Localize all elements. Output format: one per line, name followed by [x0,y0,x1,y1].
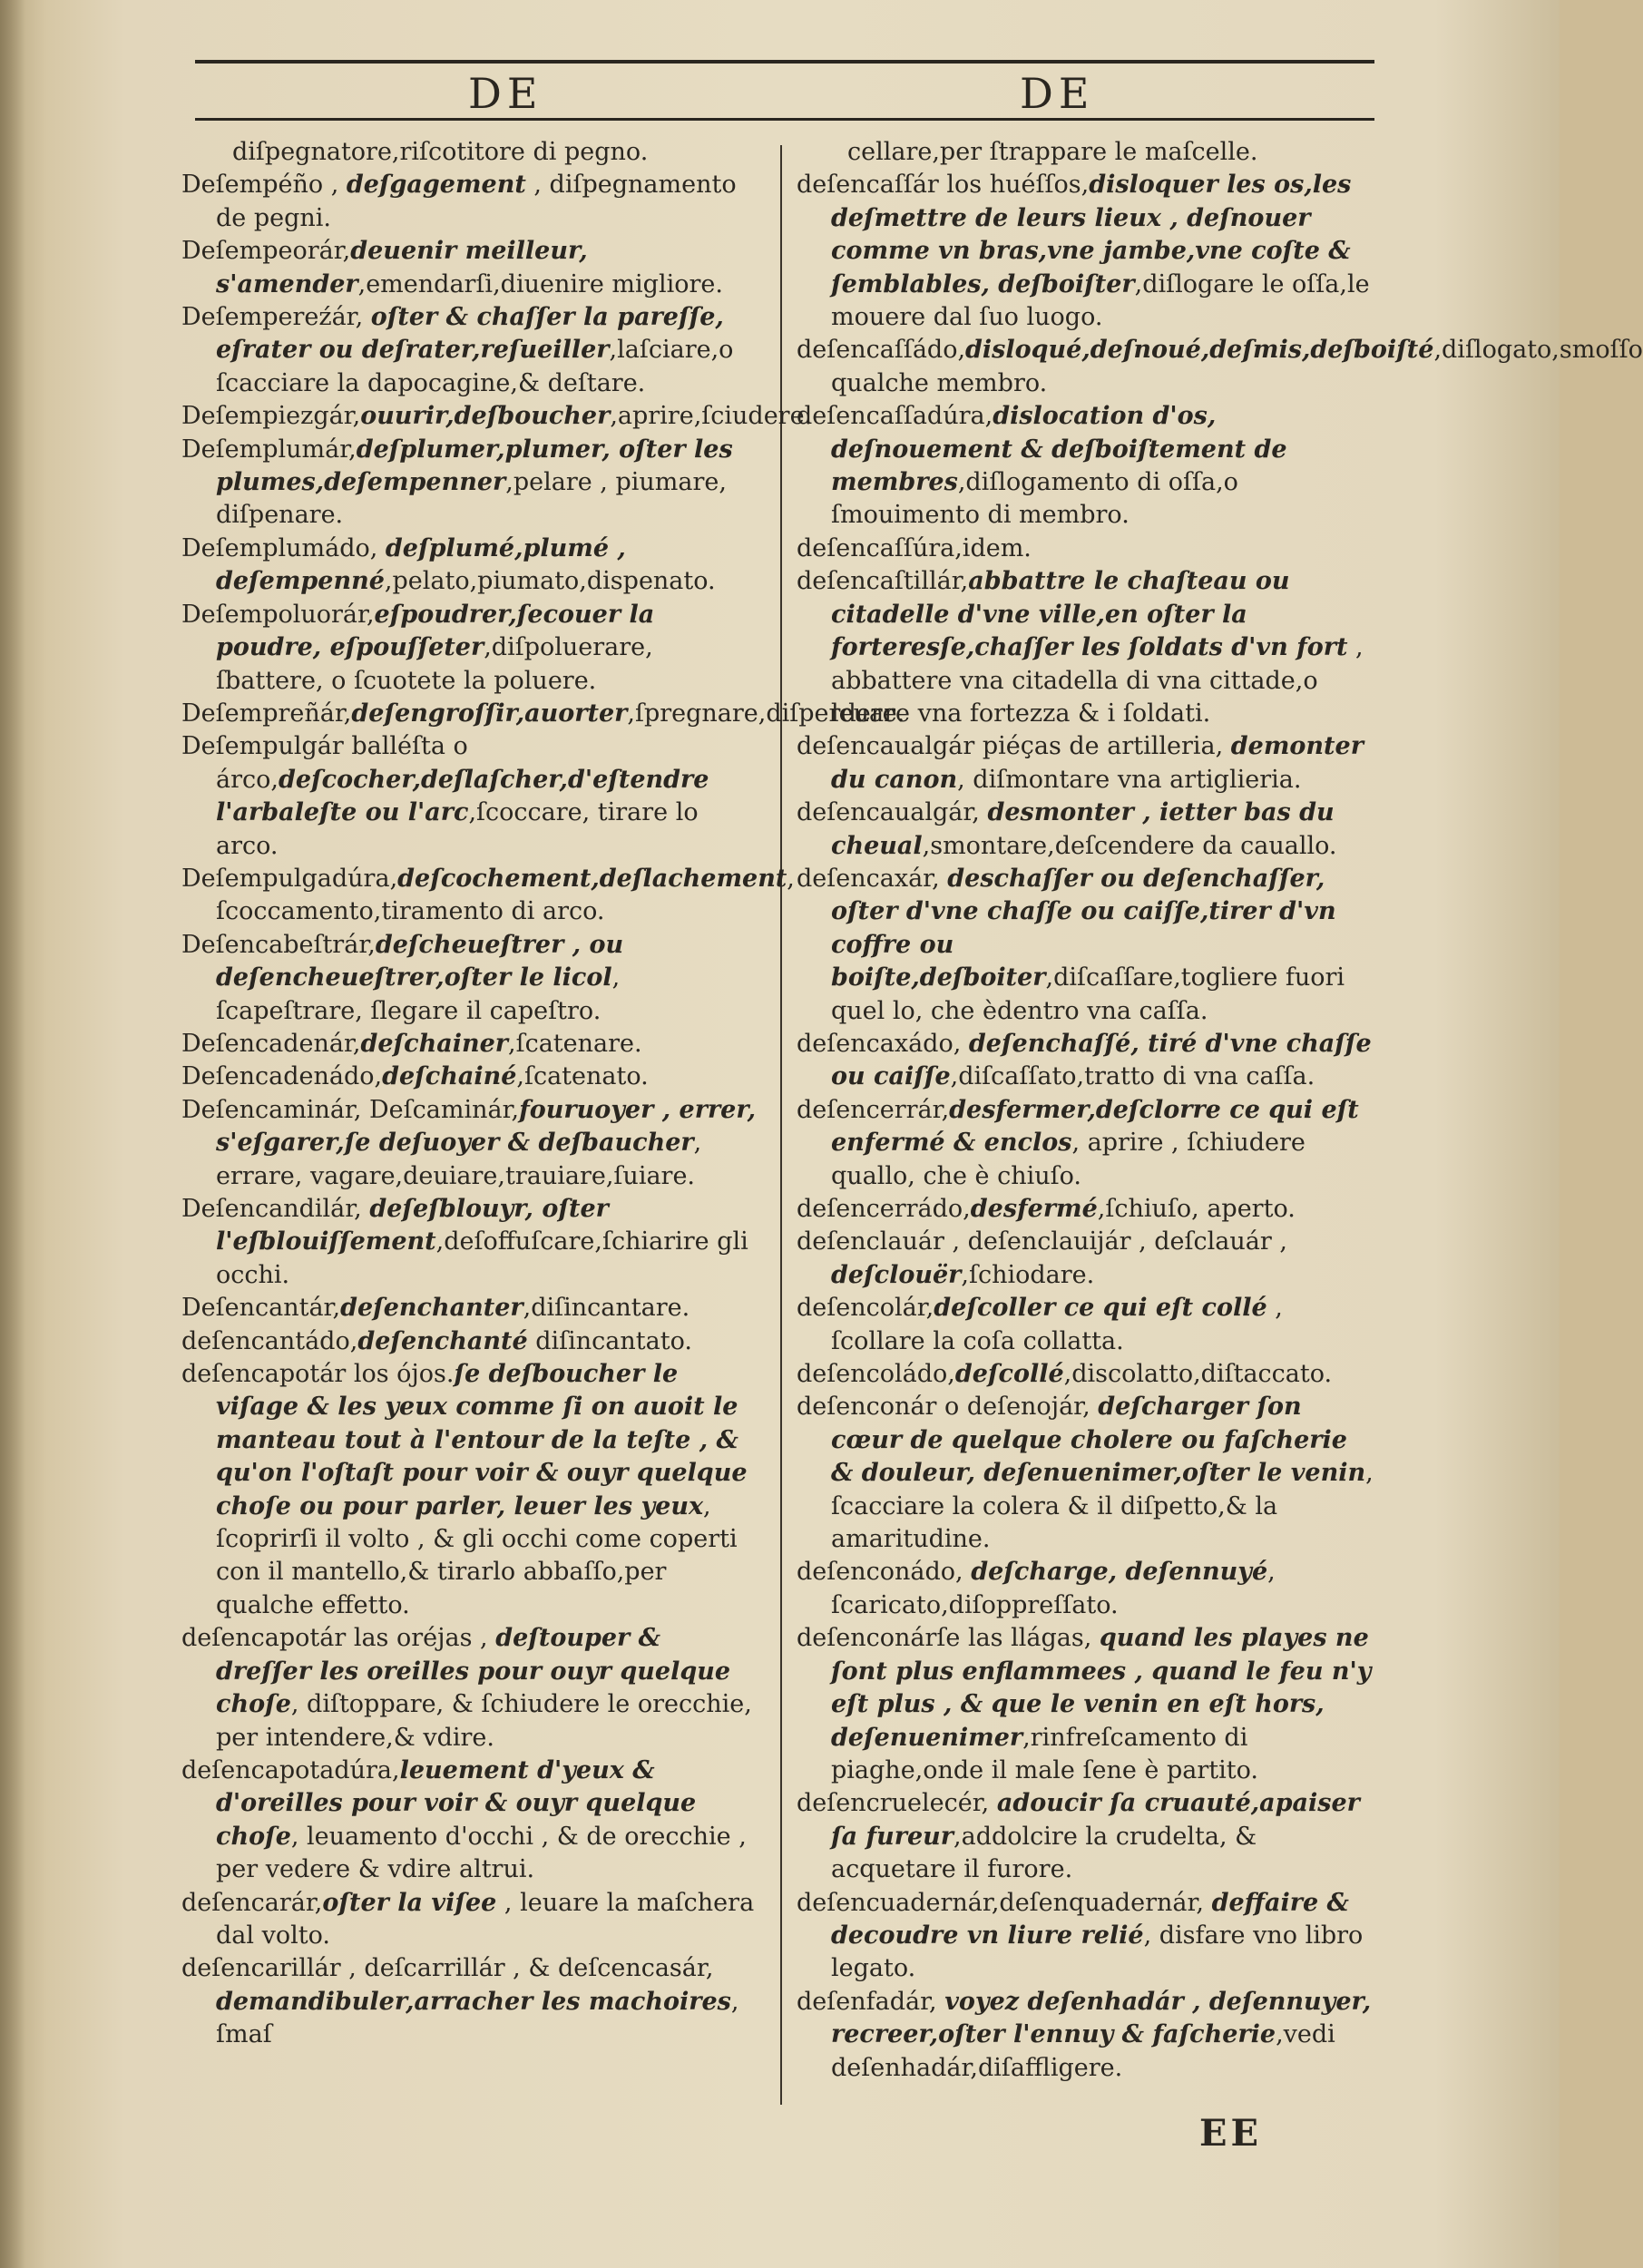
headword: deſenclauár , deſenclauijár , deſclauár , [797,1227,1287,1256]
dictionary-entry [181,730,758,863]
dictionary-entry [797,565,1377,730]
italian-gloss: , ſcoprirſi il volto , & gli occhi come coperti con il mantello,& tirarlo abbaſſo,per qualche effetto. [216,1491,738,1619]
headword: deſencapotadúra, [181,1755,400,1784]
headword: Deſempoluorár, [181,600,375,629]
dictionary-entry [797,1622,1377,1787]
french-gloss: adoucir ſa cruauté,apaiser ſa fureur [831,1789,1360,1851]
dictionary-entry [181,136,758,169]
italian-gloss: ,deſoffuſcare,ſchiarire gli occhi. [216,1227,748,1289]
dictionary-entry [181,1622,758,1755]
headword: Deſemplumádo, [181,533,386,562]
french-gloss: deſenchanté [357,1326,528,1355]
italian-gloss: ,ſchiodare. [961,1260,1095,1289]
dictionary-entry [181,1292,758,1325]
french-gloss: ſe deſboucher le viſage & les yeux comme ſi on auoit le manteau tout à l'entour de la teſte , & qu'on l'oſtaſt pour voir & ouyr quelque choſe ou pour parler, leuer les yeux [216,1360,748,1520]
dictionary-entry [797,797,1377,863]
italian-gloss: , ſcollare la coſa collatta. [831,1294,1283,1355]
headword: deſencruelecér, [797,1789,997,1818]
dictionary-entry [181,1325,758,1358]
dictionary-entry [797,136,1377,169]
headword: Deſencaminár, Deſcaminár, [181,1095,520,1124]
headword: deſenfadár, [797,1987,945,2016]
italian-gloss: ,addolcire la crudelta, & acquetare il furore. [831,1822,1257,1884]
right-column [797,136,1643,2085]
french-gloss: deſcheueſtrer , ou deſencheueſtrer,oſter le licol [216,930,624,992]
running-head-left: DE [468,69,543,118]
headword: deſencerrár, [797,1095,950,1124]
french-gloss: disloqué,deſnoué,deſmis,deſboiſté [965,336,1434,365]
french-gloss: deſcocher,deſlaſcher,d'eſtendre l'arbaleſte ou l'arc [216,765,709,827]
italian-gloss: ,vedi deſenhadár,diſaffligere. [831,2020,1335,2082]
italian-gloss: ,diſcaſſato,tratto di vna caſſa. [950,1062,1315,1091]
french-gloss: deſenchanter [340,1294,523,1323]
running-head-right: DE [1020,69,1095,118]
italian-gloss: ,discolatto,diſtaccato. [1063,1360,1333,1389]
headword: deſencaſſár los huéſſos, [797,171,1090,200]
headword: deſencaſſúra,idem. [797,533,1032,562]
signature-mark: EE [1199,2112,1262,2155]
spine-shadow [0,0,25,2268]
italian-gloss: ,emendarſi,diuenire migliore. [357,269,723,298]
headword: Deſempereźár, [181,303,371,332]
top-rule [195,60,1374,64]
headword: Deſempreñár, [181,699,352,728]
dictionary-entry [181,863,795,929]
headword: Deſencadenár, [181,1029,361,1058]
italian-gloss: , diſtoppare, & ſchiudere le orecchie, per intendere,& vdire. [216,1690,752,1752]
french-gloss: fouruoyer , errer, s'eſgarer,ſe deſuoyer & deſbaucher [216,1095,757,1158]
headword: deſencarillár , deſcarrillár , & deſcencasár, [181,1954,714,1983]
french-gloss: eſpoudrer,ſecouer la poudre, eſpouſſeter [216,600,655,662]
french-gloss: desfermé [970,1195,1098,1223]
dictionary-entry [797,1986,1377,2085]
dictionary-entry [797,334,1643,400]
headword: deſencapotár los ójos. [181,1360,455,1389]
headword: deſencaſſádo, [797,336,966,365]
headword: deſencaxádo, [797,1029,969,1058]
dictionary-entry [181,434,758,533]
headword: deſencapotár las oréjas , [181,1624,496,1653]
french-gloss: leuement d'yeux & d'oreilles pour voir & ouyr quelque choſe [216,1755,697,1851]
italian-gloss: , errare, vagare,deuiare,trauiare,ſuiare. [216,1129,702,1190]
dictionary-entry [181,1061,758,1093]
french-gloss: desmonter , ietter bas du cheual [831,798,1335,860]
dictionary-entry [797,1193,1377,1226]
headword: Deſempéño , [181,171,347,200]
headword: deſencerrádo, [797,1195,971,1223]
headword: deſencaualgár, [797,798,988,827]
dictionary-entry [797,1094,1377,1193]
french-gloss: deſchainé [382,1062,517,1091]
dictionary-entry [181,1358,758,1622]
french-gloss: oſter la viſee [322,1888,497,1917]
dictionary-entry [181,169,758,235]
french-gloss: dislocation d'os, deſnouement & deſboiſtement de membres [831,402,1287,497]
dictionary-entry [797,1358,1377,1391]
french-gloss: deſeſblouyr, oſter l'eſblouiſſement [216,1195,609,1256]
headword: deſencaualgár piéças de artilleria, [797,732,1231,761]
french-gloss: oſter & chaſſer la pareſſe, eſrater ou deſrater,reſueiller [216,303,724,365]
italian-gloss: ,ſpregnare,diſperdere. [627,699,905,728]
headword: deſencaxár, [797,864,948,893]
dictionary-entry [797,1887,1377,1986]
headword: Deſempeorár, [181,237,351,266]
french-gloss: voyez deſenhadár , deſennuyer, recreer,oſter l'ennuy & faſcherie [831,1987,1372,2049]
french-gloss: deuenir meilleur, s'amender [216,237,588,298]
italian-gloss: , leuamento d'occhi , & de orecchie , per vedere & vdire altrui. [216,1822,747,1884]
headword: deſencoládo, [797,1360,955,1389]
french-gloss: deſplumer,plumer, oſter les plumes,deſempenner [216,435,733,497]
italian-gloss: , ſcacciare la colera & il diſpetto,& la amaritudine. [831,1459,1374,1554]
headword: deſencarár, [181,1888,323,1917]
italian-gloss: ,pelare , piumare, diſpenare. [216,468,727,530]
french-gloss: disloquer les os,les deſmettre de leurs lieux , deſnouer comme vn bras,vne jambe,vne coſte & ſemblables, deſboiſter [831,171,1352,298]
italian-gloss: , ſcoccamento,tiramento di arco. [216,864,795,926]
dictionary-entry [181,1952,758,2051]
headword: deſencaſſadúra, [797,402,993,431]
italian-gloss: , diſmontare vna artiglieria. [957,765,1302,794]
dictionary-entry [181,1028,758,1061]
dictionary-entry [181,1193,758,1292]
headword: deſencuadernár,deſenquadernár, [797,1888,1212,1917]
italian-gloss: ,ſcoccare, tirare lo arco. [216,798,699,860]
italian-gloss: , disfare vno libro legato. [831,1921,1364,1983]
italian-gloss: ,diſlogato,smoſſo qualche membro. [831,336,1643,397]
headword: deſencantádo, [181,1326,358,1355]
headword: deſencolár, [797,1294,934,1323]
dictionary-entry [181,301,758,400]
italian-gloss: , ſcapeſtrare, ſlegare il capeſtro. [216,963,621,1025]
french-gloss: deſengroſſir,auorter [351,699,628,728]
italian-gloss: diſpegnatore,riſcotitore di pegno. [232,138,649,166]
headword: Deſempulgadúra, [181,864,398,893]
french-gloss: deſclouër [831,1260,962,1289]
headword: deſenconádo, [797,1558,972,1587]
italian-gloss: ,diſcaſſare,togliere fuori quel lo, che èdentro vna caſſa. [831,963,1345,1025]
header-rule [195,118,1374,121]
french-gloss: deſenchaſſé, tiré d'vne chaſſe ou caiſſe [831,1029,1372,1091]
french-gloss: desfermer,deſclorre ce qui eſt enfermé & enclos [831,1095,1359,1158]
dictionary-entry [797,1556,1377,1622]
headword: Deſencantár, [181,1294,341,1323]
italian-gloss: ,ſcatenato. [516,1062,649,1091]
column-divider [780,145,782,2105]
italian-gloss: , ſmaſ [216,1987,739,2049]
dictionary-entry [181,235,758,301]
dictionary-entry [181,400,813,433]
italian-gloss: ,laſciare,o ſcacciare la dapocagine,& deſtare. [216,336,734,397]
italian-gloss: , aprire , ſchiudere quallo, che è chiuſo. [831,1129,1306,1190]
italian-gloss: ,ſchiuſo, aperto. [1097,1195,1296,1223]
italian-gloss: diſincantato. [527,1326,692,1355]
dictionary-entry [181,599,758,698]
french-gloss: deſplumé,plumé , deſempenné [216,533,626,596]
dictionary-entry [181,533,758,599]
dictionary-entry [797,533,1377,565]
french-gloss: deſcoller ce qui eſt collé [934,1294,1267,1323]
italian-gloss: , abbattere vna citadella di vna cittade,o leuare vna fortezza & i ſoldati. [831,633,1364,728]
headword: deſenconár o deſenojár, [797,1393,1099,1422]
italian-gloss: ,diſlogare le oſſa,le mouere dal ſuo luogo. [831,269,1370,332]
italian-gloss: ,diſlogamento di oſſa,o ſmouimento di membro. [831,468,1238,530]
dictionary-entry [797,1028,1377,1094]
dictionary-entry [797,1292,1377,1358]
french-gloss: demandibuler,arracher les machoires [216,1987,731,2016]
italian-gloss: ,diſpoluerare, ſbattere, o ſcuotete la poluere. [216,633,653,695]
dictionary-entry [797,400,1377,533]
dictionary-entry [797,863,1377,1028]
italian-gloss: ,smontare,deſcendere da cauallo. [922,831,1337,860]
italian-gloss: , diſpegnamento de pegni. [216,171,737,232]
dictionary-entry [181,929,758,1028]
french-gloss: deffaire & decoudre vn liure relié [831,1888,1349,1950]
french-gloss: deſcollé [954,1360,1064,1389]
italian-gloss: ,diſincantare. [523,1294,690,1323]
dictionary-entry [181,1887,758,1953]
dictionary-entry [797,1391,1377,1556]
italian-gloss: ,aprire,ſciudere. [610,402,813,431]
french-gloss: ouurir,deſboucher [360,402,611,431]
headword: Deſencadenádo, [181,1062,383,1091]
headword: Deſemplumár, [181,435,357,464]
french-gloss: deſcharge, deſennuyé [971,1558,1268,1587]
italian-gloss: cellare,per ſtrappare le maſcelle. [847,138,1258,166]
italian-gloss: ,rinfreſcamento di piaghe,onde il male ſene è partito. [831,1723,1258,1784]
italian-gloss: ,pelato,piumato,dispenato. [384,567,716,596]
french-gloss: deschaſſer ou deſenchaſſer, oſter d'vne chaſſe ou caiſſe,tirer d'vn coffre ou boiſte,deſboiter [831,864,1336,992]
french-gloss: deſcochement,deſlachement [397,864,787,893]
headword: Deſempulgár balléſta o árco, [181,732,468,794]
italian-gloss: , ſcaricato,diſoppreſſato. [831,1558,1276,1619]
french-gloss: abbattre le chaſteau ou citadelle d'vne ville,en oſter la forteresſe,chaſſer les ſoldats d'vn fort [831,567,1348,662]
french-gloss: deſcharger ſon cœur de quelque cholere ou faſcherie & douleur, deſenuenimer,oſter le venin [831,1393,1366,1488]
italian-gloss: , leuare la maſchera dal volto. [216,1888,755,1950]
dictionary-entry [797,1787,1377,1886]
headword: Deſencandilár, [181,1195,370,1223]
french-gloss: deſgagement [346,171,526,200]
dictionary-entry [797,169,1377,334]
dictionary-entry [181,1755,758,1887]
headword: Deſencabeſtrár, [181,930,376,959]
dictionary-entry [797,730,1377,797]
french-gloss: quand les playes ne ſont plus enflammees , quand le feu n'y eſt plus , & que le venin en eſt hors, deſenuenimer [831,1624,1372,1752]
headword: Deſempiezgár, [181,402,361,431]
italian-gloss: ,ſcatenare. [508,1029,642,1058]
french-gloss: demonter du canon [831,732,1364,794]
french-gloss: deſtouper & dreſſer les oreilles pour ouyr quelque choſe [216,1624,731,1719]
dictionary-entry [181,1094,758,1193]
dictionary-entry [797,1226,1377,1292]
dictionary-entry [181,698,905,730]
headword: deſencaſtillár, [797,567,969,596]
french-gloss: deſchainer [360,1029,509,1058]
headword: deſenconárſe las llágas, [797,1624,1100,1653]
